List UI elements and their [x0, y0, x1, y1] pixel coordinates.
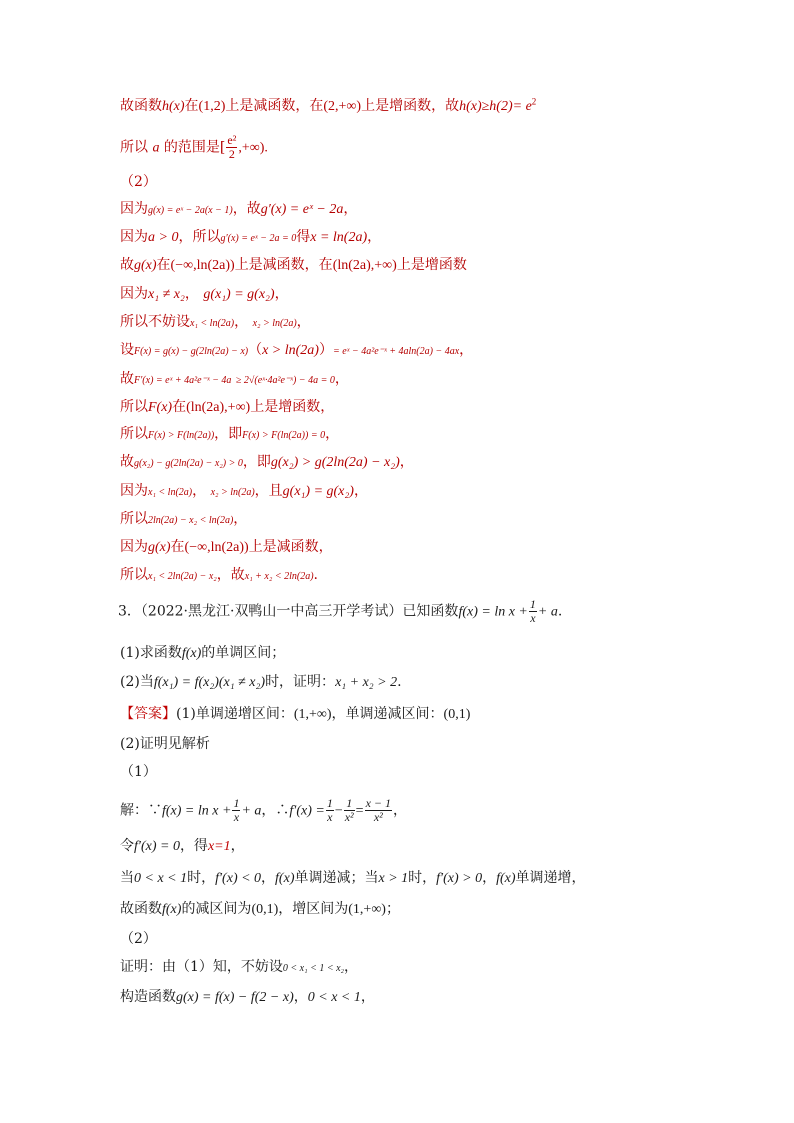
fraction [344, 797, 355, 824]
math: f′(x) = [289, 803, 325, 819]
fraction-numerator: 1 [344, 797, 355, 811]
text: . [557, 603, 563, 620]
text: . [313, 567, 318, 583]
text: ， [334, 371, 349, 387]
solution-line-5 [120, 957, 358, 979]
math: f(x₁) = f(x₂)(x₁ ≠ x₂) [153, 675, 266, 690]
math: + a [537, 604, 558, 620]
math: g(x₁) = g(x₂) [203, 287, 275, 302]
text: 故 [120, 454, 134, 470]
text: ， [192, 483, 207, 499]
text: 的范围是[ [163, 139, 226, 156]
text: 所以 [120, 426, 148, 442]
solution-line-1 [120, 797, 407, 824]
subpart-label: （1） [120, 764, 157, 780]
math-sup: 2 [531, 96, 537, 107]
text: (1)求函数 [120, 645, 182, 661]
text: 在 [170, 539, 185, 555]
fraction [232, 797, 240, 824]
math: f′(x) < 0 [215, 871, 262, 886]
fraction-denominator: x [530, 611, 536, 625]
math: g(x₂) − g(2ln(2a) − x₂) > 0 [134, 458, 243, 469]
math: 0 < x₁ < 1 < x₂ [282, 963, 344, 974]
math: g′(x) = eˣ − 2a = 0 [220, 233, 297, 244]
text-line-13 [120, 452, 414, 474]
text: 上是增函数，故 [361, 98, 460, 114]
math: x₁ ≠ x₂ [148, 287, 185, 302]
math: − [334, 803, 343, 819]
text-line-8 [120, 312, 311, 334]
text: 在 [184, 98, 199, 114]
math: x₂ > ln(2a) [210, 487, 255, 498]
text: ， [367, 229, 382, 245]
text: 在 [156, 257, 171, 273]
text-line-14 [120, 481, 368, 503]
text: ，故 [216, 567, 245, 583]
math: h(x)≥h(2)= e [459, 99, 532, 114]
text: 单调递增， [515, 870, 586, 886]
math: x > 1 [378, 871, 409, 886]
text: 上是减函数， [248, 539, 333, 555]
text: ，∴ [261, 802, 290, 819]
math: x > ln(2a) [262, 343, 319, 358]
text: ， [274, 286, 289, 302]
math: (−∞,ln(2a)) [170, 258, 235, 273]
text: 上是减函数，在 [234, 257, 333, 273]
text-line-17 [120, 565, 318, 587]
math: f(x) [162, 902, 182, 917]
math: 0 < x < 1 [307, 990, 361, 1005]
math: x₁ < 2ln(2a) − x₂ [148, 571, 217, 582]
text: 在 [172, 399, 187, 415]
text: ，单调递减区间： [331, 706, 444, 722]
text: ， [393, 802, 408, 819]
text: 时，证明： [265, 674, 336, 690]
math: g(x) [148, 540, 171, 555]
math: (0,1) [251, 902, 279, 917]
text: ， [234, 314, 249, 330]
text: ，即 [214, 426, 243, 442]
math: F(x) > F(ln(2a)) = 0 [242, 430, 326, 441]
text-line-16 [120, 537, 333, 558]
question-3-part-2 [120, 672, 402, 693]
text: （ [248, 342, 263, 358]
math: f(x) [181, 646, 202, 661]
fraction-numerator: 1 [326, 796, 333, 810]
question-3-stem [118, 598, 562, 625]
math: f(x) = ln x + [162, 803, 232, 819]
subpart-label: （2） [120, 174, 157, 190]
text: ， [293, 989, 308, 1005]
text: 故函数 [120, 98, 162, 114]
math: ,+∞). [238, 140, 268, 156]
text: ； [385, 901, 400, 917]
math: (0,1) [443, 707, 471, 722]
math: F(x) = g(x) − g(2ln(2a) − x) [134, 346, 249, 357]
text: 因为 [120, 201, 148, 217]
text: . [397, 674, 402, 690]
math: x = ln(2a) [310, 230, 368, 245]
text: ， [230, 838, 245, 854]
math: a [152, 140, 160, 156]
text: 因为 [120, 483, 148, 499]
text: 上是增函数 [396, 257, 467, 273]
text-line-7 [120, 284, 289, 305]
text: ， [184, 286, 199, 302]
fraction-denominator: 2 [228, 147, 235, 161]
text: ，且 [254, 483, 283, 499]
text: ，即 [242, 454, 271, 470]
solution-line-4 [120, 899, 400, 920]
text: 的减区间为 [181, 901, 252, 917]
text: ） [318, 342, 333, 358]
math: h(x) [162, 99, 185, 114]
text: 因为 [120, 229, 148, 245]
fraction-denominator: x² [373, 810, 383, 824]
fraction-numerator: 1 [233, 796, 240, 810]
text: 单调递减；当 [294, 870, 379, 886]
text-line-9 [120, 340, 473, 362]
text-line-10 [120, 369, 349, 391]
fraction [365, 797, 392, 824]
answer-line-2: (2)证明见解析 [120, 736, 210, 752]
fraction-numerator: e² [227, 133, 237, 147]
fraction [326, 797, 334, 824]
fraction [226, 134, 237, 161]
text: 所以 [120, 567, 148, 583]
math: x₁ + x₂ < 2ln(2a) [244, 571, 314, 582]
text-line-2 [120, 134, 268, 161]
text: ，增区间为 [278, 901, 349, 917]
text: ，故 [232, 201, 261, 217]
text: ， [261, 870, 276, 886]
text: 故 [120, 371, 134, 387]
text: 设 [120, 342, 134, 358]
math: x₁ < ln(2a) [148, 487, 193, 498]
math: f′(x) > 0 [436, 871, 483, 886]
math: F(x) > F(ln(2a)) [148, 430, 215, 441]
text: ， [343, 201, 358, 217]
text: 时， [187, 870, 216, 886]
math: = eˣ − 4a²e⁻ˣ + 4aln(2a) − 4ax [332, 346, 460, 357]
math: x=1 [207, 839, 231, 854]
fraction-denominator: x² [344, 810, 354, 824]
text: ， [353, 483, 368, 499]
text: ， [233, 511, 248, 527]
text-line-12 [120, 424, 339, 446]
math: F(x) [148, 400, 173, 415]
text: 3．（2022·黑龙江·双鸭山一中高三开学考试）已知函数 [118, 603, 459, 620]
text: 上是增函数， [250, 399, 335, 415]
math: g(x) = f(x) − f(2 − x) [176, 990, 294, 1005]
text: (1)单调递增区间： [176, 706, 294, 722]
math: + a [241, 803, 262, 819]
fraction-numerator: 1 [529, 597, 536, 611]
math: (ln(2a),+∞) [332, 258, 397, 273]
text: 因为 [120, 286, 148, 302]
text: ， [325, 426, 340, 442]
math: g(x) [134, 258, 157, 273]
solution-line-6 [120, 987, 375, 1008]
text-line-5 [120, 227, 381, 249]
text: 得 [296, 229, 311, 245]
text: ， [459, 342, 474, 358]
math: (2,+∞) [323, 99, 362, 114]
math: f(x) = ln x + [458, 604, 528, 620]
math: x₂ > ln(2a) [252, 318, 297, 329]
text: ， [360, 989, 375, 1005]
text: ， [344, 959, 358, 975]
text: 解：∵ [120, 802, 162, 819]
math: F′(x) = eˣ + 4a²e⁻ˣ − 4a [134, 375, 232, 386]
math: (ln(2a),+∞) [186, 400, 251, 415]
math: = [355, 803, 364, 819]
text-line-1 [120, 96, 536, 117]
math: f′(x) = 0 [134, 839, 180, 854]
text: (2)当 [120, 674, 154, 690]
text: 因为 [120, 539, 148, 555]
math: x₁ < ln(2a) [190, 318, 235, 329]
math: 2ln(2a) − x₂ < ln(2a) [148, 515, 234, 526]
fraction [529, 598, 537, 625]
text: 故 [120, 257, 134, 273]
math: (−∞,ln(2a)) [184, 540, 249, 555]
text: 当 [120, 870, 134, 886]
text: 所以 [120, 399, 148, 415]
math: x₁ + x₂ > 2 [335, 675, 398, 690]
text: 的单调区间； [201, 645, 286, 661]
text: ， [399, 454, 414, 470]
text-line-6 [120, 255, 467, 276]
math: (1,2) [198, 99, 226, 114]
fraction-denominator: x [327, 810, 333, 824]
text: 故函数 [120, 901, 162, 917]
subpart-label: （2） [120, 931, 157, 947]
text: 时， [408, 870, 437, 886]
math: (1,+∞) [293, 707, 332, 722]
math: g(x₂) > g(2ln(2a) − x₂) [270, 455, 400, 470]
math: g(x₁) = g(x₂) [282, 484, 354, 499]
text: 上是减函数，在 [225, 98, 324, 114]
text: 所以 [120, 511, 148, 527]
solution-line-3 [120, 868, 586, 889]
text: 所以 [120, 139, 148, 156]
text: ，所以 [178, 229, 221, 245]
math: ≥ 2√(eˣ·4a²e⁻ˣ) − 4a = 0 [235, 375, 335, 386]
text-line-15 [120, 509, 247, 531]
solution-line-2 [120, 836, 245, 857]
text: 证明：由（1）知，不妨设 [120, 959, 283, 975]
text: ，得 [179, 838, 208, 854]
text: 令 [120, 838, 134, 854]
text: ， [482, 870, 497, 886]
math: g′(x) = eˣ − 2a [260, 202, 344, 217]
answer-line [120, 704, 470, 725]
math: a > 0 [148, 230, 179, 245]
math: (1,+∞) [348, 902, 386, 917]
fraction-numerator: x − 1 [365, 796, 392, 810]
answer-tag: 【答案】 [120, 706, 176, 722]
math: g(x) = eˣ − 2a(x − 1) [148, 205, 233, 216]
fraction-denominator: x [233, 810, 240, 824]
text-line-11 [120, 397, 334, 418]
text: ， [296, 314, 311, 330]
math: f(x) [275, 871, 295, 886]
math: f(x) [496, 871, 516, 886]
text-line-4 [120, 199, 357, 221]
math: 0 < x < 1 [134, 871, 188, 886]
question-3-part-1 [120, 643, 285, 664]
text: 构造函数 [120, 989, 176, 1005]
text: 所以不妨设 [120, 314, 190, 330]
